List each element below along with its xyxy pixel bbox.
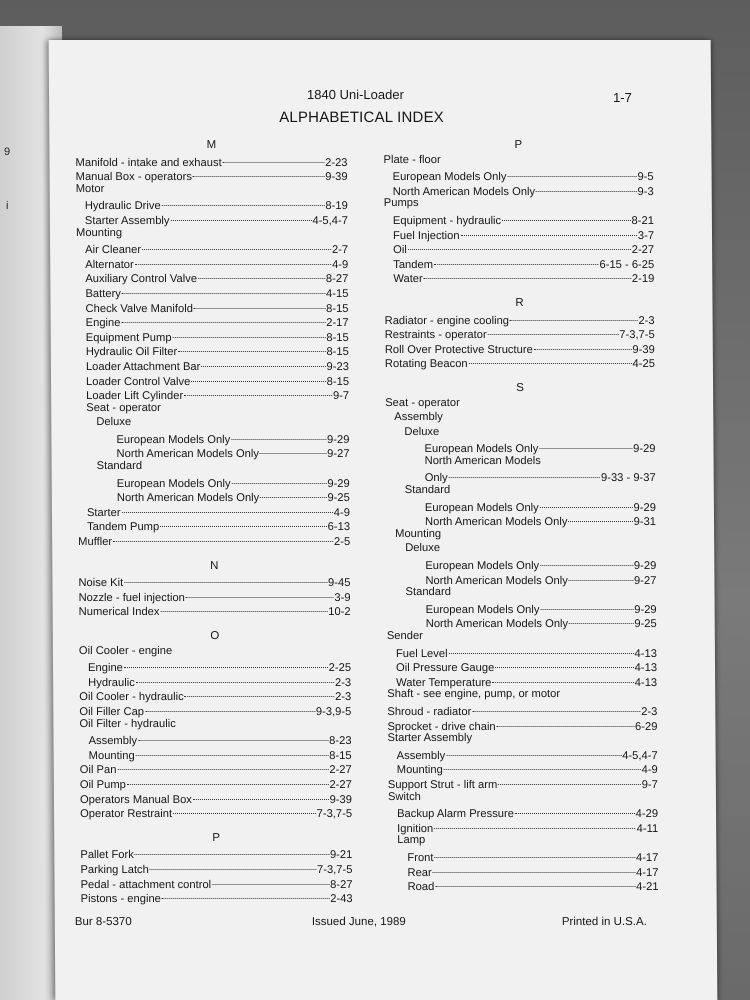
document-page [49,40,718,1000]
header-page-number: 1-7 [612,90,632,105]
index-entry-label: Engine [87,662,123,675]
index-entry-label: Loader Attachment Bar [85,360,201,373]
dot-leader [145,699,315,712]
index-entry-label: Standard [96,460,143,473]
dot-leader [122,281,325,294]
index-entry-label: Tandem [393,258,434,271]
dot-leader [223,150,325,163]
index-entry-label: European Models Only [425,560,540,573]
index-entry-page: 9-29 [634,603,657,616]
index-entry-label: Radiator - engine cooling [384,314,510,327]
section-letter: P [212,831,221,844]
index-entry-page: 9-29 [633,560,657,573]
index-entry-label: European Models Only [425,603,540,616]
index-entry-page: 4-17 [635,851,659,864]
index-entry [80,804,352,819]
index-entry-label: Oil Pan [79,764,117,777]
index-entry [385,396,655,411]
index-entry-label: North American Models Only [425,618,569,631]
index-entry-label: Manual Box - operators [75,171,192,184]
index-entry-label: Oil Pump [79,778,126,791]
index-entry-label: Restraints - operator [384,329,487,342]
index-entry-page: 9-3,9-5 [315,705,352,718]
index-entry [81,889,353,904]
index-entry-page: 8-21 [631,214,654,227]
dot-leader [492,670,634,683]
index-entry-label: Pistons - engine [80,893,161,906]
index-entry-label: Air Cleaner [85,244,142,257]
index-entry-page: 4-15 [325,287,349,300]
index-entry-page: 9-5 [637,171,654,184]
dot-leader [162,193,325,206]
dot-leader [568,509,632,522]
dot-leader [469,351,632,364]
index-entry-label: Motor [75,182,105,195]
dot-leader [124,570,327,583]
index-entry [387,717,657,732]
index-entry-page: 9-3 [637,185,654,198]
index-entry-label: Standard [404,484,451,497]
index-entry-label: Deluxe [405,542,441,555]
index-entry-page: 7-3,7-5 [619,329,655,342]
dot-leader [540,495,633,508]
index-entry-label: European Models Only [424,501,539,514]
dot-leader [127,772,329,785]
dot-leader [117,757,328,770]
index-entry-page: 4-13 [634,662,658,675]
dot-leader [212,872,329,885]
dot-leader [433,860,635,873]
dot-leader [138,728,328,741]
index-entry-page: 8-27 [325,273,349,286]
index-entry [386,512,656,527]
dot-leader [184,383,332,396]
index-entry-page: 2-23 [325,156,348,169]
dot-leader [472,699,640,712]
dot-leader [434,816,635,829]
dot-leader [444,757,641,770]
index-entry-label: Starter [86,506,121,519]
index-entry [78,532,350,547]
index-entry-page: 6-13 [327,521,351,534]
index-entry-label: Oil Filler Cap [79,705,145,718]
index-entry-page: 10-2 [328,606,351,619]
index-entry-page: 2-27 [631,244,655,257]
dot-leader [172,325,325,338]
dot-leader [510,308,638,321]
index-entry-page: 4-21 [636,881,659,894]
index-entry-label: Equipment - hydraulic [392,214,502,227]
dot-leader [460,223,636,236]
index-entry [386,571,656,586]
footer-printed: Printed in U.S.A. [561,916,647,928]
dot-leader [198,266,325,279]
index-entry [385,354,655,369]
index-entry-label: Only [424,472,448,485]
index-entry-label: Standard [405,586,451,599]
index-entry-page: 9-29 [326,433,350,446]
dot-leader [121,310,325,323]
index-entry [79,702,351,717]
index-entry-page: 2-27 [329,778,352,791]
dot-leader [448,641,633,654]
index-entry-label: Backup Alarm Pressure [397,808,515,821]
index-entry-label: Tandem Pump [87,521,160,534]
index-entry-page: 6-29 [634,720,658,733]
index-entry-label: North American Models Only [392,185,536,198]
index-entry-page: 4-9 [641,764,658,777]
index-entry-label: Front [407,851,434,864]
index-entry-label: North American Models Only [424,516,568,529]
dot-leader [446,743,621,756]
dot-leader [260,441,326,454]
index-entry-label: North American Models Only [425,574,568,587]
dot-leader [186,585,334,598]
dot-leader [434,252,599,265]
index-entry-label: Plate - floor [383,153,441,166]
index-entry-label: Starter Assembly [84,214,170,227]
index-entry-label: Deluxe [96,416,132,429]
index-entry-label: Deluxe [404,425,440,438]
dot-leader [507,164,636,177]
index-entry-page: 3-7 [637,229,655,242]
dot-leader [231,471,326,484]
index-entry-page: 2-7 [331,244,349,257]
left-page-mark: 9 [4,146,11,158]
index-entry-page: 9-33 - 9-37 [600,472,656,485]
index-column-left [75,138,352,904]
index-entry-page: 8-15 [326,302,349,315]
dot-leader [136,743,329,756]
index-entry-page: 2-43 [330,893,353,906]
index-entry-label: Oil Cooler - hydraulic [79,691,184,704]
index-entry-label: Parking Latch [80,863,149,876]
index-entry-label: Fuel Level [395,647,448,660]
index-entry-label: Noise Kit [78,577,124,590]
section-letter: N [210,559,219,572]
index-entry [384,182,654,197]
index-entry-label: Pallet Fork [80,849,134,862]
index-entry-page: 4-9 [332,258,349,271]
dot-leader [434,845,635,858]
dot-leader [160,514,327,527]
index-entry-page: 9-27 [633,574,657,587]
index-entry [76,211,348,226]
index-entry [384,269,654,284]
index-entry-page: 9-39 [632,343,655,356]
index-entry-page: 9-23 [326,360,349,373]
index-entry-label: Rear [407,866,432,879]
index-entry-label: Water Temperature [396,676,492,689]
index-entry-page: 4-17 [636,866,659,879]
dot-leader [260,485,326,498]
index-entry-page: 2-17 [326,317,349,330]
dot-leader [498,772,640,785]
index-entry [79,602,351,617]
dot-leader [540,553,633,566]
section-letter: M [206,139,217,151]
index-entry-label: European Models Only [392,171,507,184]
index-entry-label: Fuel Injection [392,229,460,242]
index-entry-label: Check Valve Manifold [85,302,193,315]
section-letter: O [210,630,220,642]
index-entry-label: Water [393,273,423,286]
footer-issue-date: Issued June, 1989 [311,916,406,928]
index-entry-label: Hydraulic Drive [84,200,161,213]
index-entry-page: 4-13 [634,676,658,689]
index-entry-page: 2-27 [329,764,352,777]
index-entry-page: 9-7 [332,390,350,403]
index-entry-page: 2-5 [333,536,351,549]
index-entry [388,819,658,834]
dot-leader [534,337,632,350]
index-entry-label: Sprocket - drive chain [387,720,496,733]
index-entry-page: 9-39 [329,793,352,806]
dot-leader [124,655,328,668]
index-entry-page: 2-3 [334,676,352,689]
index-entry-label: Mounting [75,226,123,239]
dot-leader [495,655,633,668]
index-entry-page: 9-29 [633,501,656,514]
dot-leader [170,208,311,221]
index-entry-label: Starter Assembly [387,732,473,745]
dot-leader [191,369,325,382]
dot-leader [173,801,316,814]
index-entry-label: Oil Filter - hydraulic [79,717,176,730]
index-entry-page: 4-5,4-7 [312,214,348,227]
index-entry [387,673,657,688]
index-entry-label: European Models Only [116,477,231,490]
index-title: ALPHABETICAL INDEX [279,109,445,126]
section-gap [78,547,350,559]
dot-leader [150,857,316,870]
dot-leader [408,237,631,250]
index-entry-page: 2-3 [641,705,658,718]
dot-leader [201,354,325,367]
dot-leader [194,296,325,309]
index-entry [387,614,657,629]
index-entry-label: Seat - operator [86,401,161,414]
dot-leader [142,237,331,250]
index-entry-label: European Models Only [116,433,231,446]
index-entry-page: 9-21 [329,849,353,862]
index-entry-label: Rotating Beacon [384,358,468,371]
index-entry-page: 4-29 [635,808,659,821]
dot-leader [539,436,632,449]
index-entry-page: 9-27 [327,448,350,461]
index-entry-label: North American Models Only [116,448,259,461]
index-entry-page: 8-23 [329,735,352,748]
index-entry-page: 9-29 [633,443,656,456]
index-entry-label: Loader Control Valve [85,375,191,388]
index-entry-label: Oil Pressure Gauge [395,662,495,675]
index-entry-page: 4-13 [634,647,657,660]
dot-leader [185,684,334,697]
index-entry-label: Muffler [78,536,113,549]
section-letter: P [514,139,523,151]
index-column-right [383,138,658,892]
index-entry-page: 8-19 [325,200,348,213]
index-entry-label: Shroud - radiator [387,705,472,718]
index-entry-page: 4-5,4-7 [622,749,658,762]
index-entry-label: Pedal - attachment control [80,878,212,891]
index-entry-page: 7-3,7-5 [316,863,353,876]
index-entry-page: 2-19 [631,273,655,286]
index-entry-label: Numerical Index [78,606,160,619]
dot-leader [135,252,331,265]
header-title: 1840 Uni-Loader [306,87,404,102]
index-entry-label: Nozzle - fuel injection [78,591,185,604]
index-entry-label: Equipment Pump [85,331,172,344]
index-entry-page: 9-45 [327,577,351,590]
index-entry [77,386,349,401]
index-entry-page: 8-27 [330,878,353,891]
dot-leader [435,874,635,887]
index-entry [386,468,656,483]
index-entry-page: 9-39 [325,171,348,184]
left-page-mark: i [6,200,9,212]
index-entry-label: North American Models [424,454,541,467]
dot-leader [488,322,619,335]
index-entry [385,410,655,425]
index-entry-page: 2-25 [328,662,352,675]
index-entry-label: Assembly [88,735,138,748]
dot-leader [193,787,329,800]
index-entry-label: Manifold - intake and exhaust [75,156,222,169]
index-entry-page: 8-15 [326,346,349,359]
index-entry-page: 9-7 [641,778,658,791]
index-entry-page: 2-3 [335,691,352,704]
index-entry-label: Roll Over Protective Structure [384,343,533,356]
index-entry-label: Road [407,881,435,894]
index-entry-page: 6-15 - 6-25 [599,258,655,271]
index-entry-label: Mounting [395,527,442,540]
index-entry-label: Oil Cooler - engine [78,644,173,657]
index-entry-label: Engine [85,317,121,330]
index-entry-label: Support Strut - lift arm [387,778,498,791]
index-entry-page: 9-25 [327,492,350,505]
dot-leader [569,568,633,581]
index-entry [76,167,348,182]
index-entry-page: 9-29 [327,477,350,490]
index-entry-label: Sender [386,630,423,642]
dot-leader [135,842,329,855]
index-entry-label: Alternator [85,258,134,271]
dot-leader [540,597,633,610]
index-entry-label: Hydraulic [88,676,135,689]
dot-leader [424,266,631,279]
index-entry-page: 4-9 [333,506,350,519]
dot-leader [231,427,326,440]
index-entry-page: 4-11 [636,822,659,835]
index-entry-page: 8-15 [326,375,350,388]
index-entry-label: European Models Only [424,443,539,456]
dot-leader [502,208,630,221]
index-entry-label: Oil [393,244,407,257]
section-gap [384,284,654,296]
dot-leader [569,611,633,624]
index-entry-page: 7-3,7-5 [316,808,353,821]
index-entry [385,439,655,454]
index-entry-label: Loader Lift Cylinder [86,390,184,403]
dot-leader [136,670,334,683]
dot-leader [515,801,635,814]
index-entry-label: Operator Restraint [80,808,173,821]
index-entry-label: Lamp [397,834,426,847]
index-entry-label: Mounting [396,764,443,777]
index-entry-page: 8-15 [329,749,352,762]
index-entry [388,877,658,892]
index-entry-label: Shaft - see engine, pump, or motor [387,688,561,701]
footer-doc-number: Bur 8-5370 [74,916,132,928]
dot-leader [113,529,333,542]
dot-leader [536,179,637,192]
index-entry-label: Operators Manual Box [79,793,192,806]
dot-leader [121,500,332,513]
dot-leader [193,164,324,177]
index-entry [77,401,349,416]
dot-leader [162,886,329,899]
section-letter: R [515,296,524,309]
index-entry-page: 3-9 [334,591,351,604]
dot-leader [160,599,327,612]
index-entry [77,444,349,459]
index-entry-page: 9-25 [634,618,657,631]
index-entry-label: Ignition [397,822,434,835]
index-entry-label: Switch [387,790,421,803]
index-entry-page: 8-15 [326,331,349,344]
index-entry-label: Assembly [396,749,446,762]
index-entry-label: Pumps [383,197,419,210]
index-entry-label: Mounting [88,749,135,762]
index-entry-label: Auxiliary Control Valve [85,273,198,286]
index-entry-label: North American Models Only [116,492,260,505]
index-entry-page: 2-3 [638,314,655,327]
dot-leader [497,714,634,727]
index-entry [388,775,658,790]
section-letter: S [516,381,524,394]
dot-leader [178,339,325,352]
index-entry-label: Hydraulic Oil Filter [85,346,178,359]
index-entry-page: 4-25 [632,358,655,371]
dot-leader [449,465,600,478]
index-entry-page: 9-31 [633,516,657,529]
index-entry-label: Seat - operator [385,396,460,409]
index-entry-label: Assembly [394,411,443,424]
index-entry-label: Battery [85,287,121,300]
